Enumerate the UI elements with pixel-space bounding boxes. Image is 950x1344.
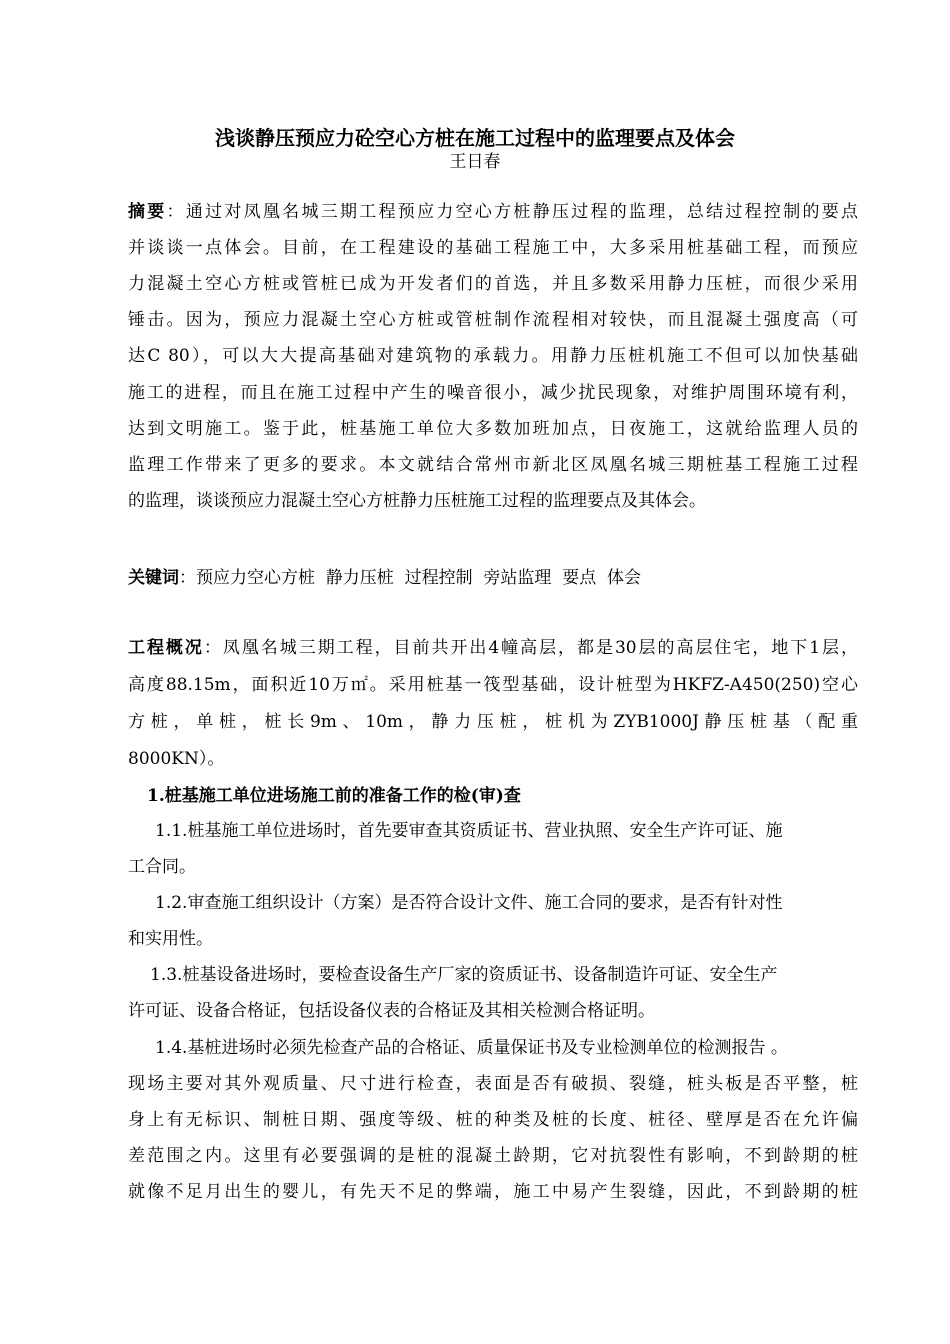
paragraph-line: 现场主要对其外观质量、尺寸进行检查，表面是否有破损、裂缝，桩头板是否平整，桩 (128, 1074, 858, 1094)
paragraph-line: 身上有无标识、制桩日期、强度等级、桩的种类及桩的长度、桩径、壁厚是否在允许偏 (128, 1110, 858, 1130)
paragraph-line: 许可证、设备合格证，包括设备仪表的合格证及其相关检测合格证明。 (128, 1001, 655, 1021)
abstract-line: 达C 80），可以大大提高基础对建筑物的承载力。用静力压桩机施工不但可以加快基础 (128, 346, 858, 366)
abstract-line: 施工的进程，而且在施工过程中产生的噪音很小，减少扰民现象，对维护周围环境有利， (128, 383, 858, 403)
keywords-line (128, 566, 858, 590)
abstract-line: 力混凝土空心方桩或管桩已成为开发者们的首选，并且多数采用静力压桩，而很少采用 (128, 274, 858, 294)
paragraph-line: 1.2.审查施工组织设计（方案）是否符合设计文件、施工合同的要求，是否有针对性 (155, 893, 783, 913)
paragraph-line: 1.3.桩基设备进场时，要检查设备生产厂家的资质证书、设备制造许可证、安全生产 (150, 965, 778, 985)
overview-text: 凤凰名城三期工程，目前共开出4幢高层，都是30层的高层住宅，地下1层， (222, 638, 859, 658)
abstract-label: 摘要 (128, 202, 167, 222)
overview-colon: ： (203, 638, 223, 658)
paragraph-line: 1.4.基桩进场时必须先检查产品的合格证、质量保证书及专业检测单位的检测报告 。 (155, 1038, 788, 1058)
abstract-line (128, 200, 858, 224)
overview-line: 高度88.15m，面积近10万㎡。采用桩基一筏型基础，设计桩型为HKFZ-A450(250)空心 (128, 675, 858, 695)
paragraph-line: 和实用性。 (128, 929, 213, 949)
document-title: 浅谈静压预应力砼空心方桩在施工过程中的监理要点及体会 (215, 126, 735, 150)
overview-label: 工程概况 (128, 638, 204, 658)
keywords-colon: ： (179, 568, 196, 588)
abstract-colon: ： (166, 202, 186, 222)
paragraph-line: 1.1.桩基施工单位进场时，首先要审查其资质证书、营业执照、安全生产许可证、施 (155, 821, 783, 841)
abstract-line: 锤击。因为，预应力混凝土空心方桩或管桩制作流程相对较快，而且混凝土强度高（可 (128, 310, 858, 330)
paragraph-line: 就像不足月出生的婴儿，有先天不足的弊端，施工中易产生裂缝，因此，不到龄期的桩 (128, 1182, 858, 1202)
overview-line: 8000KN）。 (128, 749, 225, 769)
overview-line: 方 桩 ， 单 桩 ， 桩 长 9m 、 10m ， 静 力 压 桩 ， 桩 机 为 ZYB1000J 静 压 桩 基 （ 配 重 (128, 712, 858, 732)
abstract-line: 达到文明施工。鉴于此，桩基施工单位大多数加班加点，日夜施工，这就给监理人员的 (128, 419, 858, 439)
author-name: 王日春 (449, 152, 501, 172)
paragraph-line: 工合同。 (128, 857, 196, 877)
paragraph-line: 差范围之内。这里有必要强调的是桩的混凝土龄期，它对抗裂性有影响，不到龄期的桩 (128, 1146, 858, 1166)
section-heading: 1.桩基施工单位进场施工前的准备工作的检(审)查 (147, 786, 521, 806)
overview-line (128, 636, 858, 660)
abstract-line: 并谈谈一点体会。目前，在工程建设的基础工程施工中，大多采用桩基础工程，而预应 (128, 238, 858, 258)
abstract-text: 通过对凤凰名城三期工程预应力空心方桩静压过程的监理，总结过程控制的要点 (185, 202, 859, 222)
keywords-text: 预应力空心方桩 静力压桩 过程控制 旁站监理 要点 体会 (196, 568, 642, 588)
keywords-label: 关键词 (128, 568, 179, 588)
abstract-line: 监理工作带来了更多的要求。本文就结合常州市新北区凤凰名城三期桩基工程施工过程 (128, 455, 858, 475)
abstract-line: 的监理，谈谈预应力混凝土空心方桩静力压桩施工过程的监理要点及其体会。 (128, 491, 706, 511)
